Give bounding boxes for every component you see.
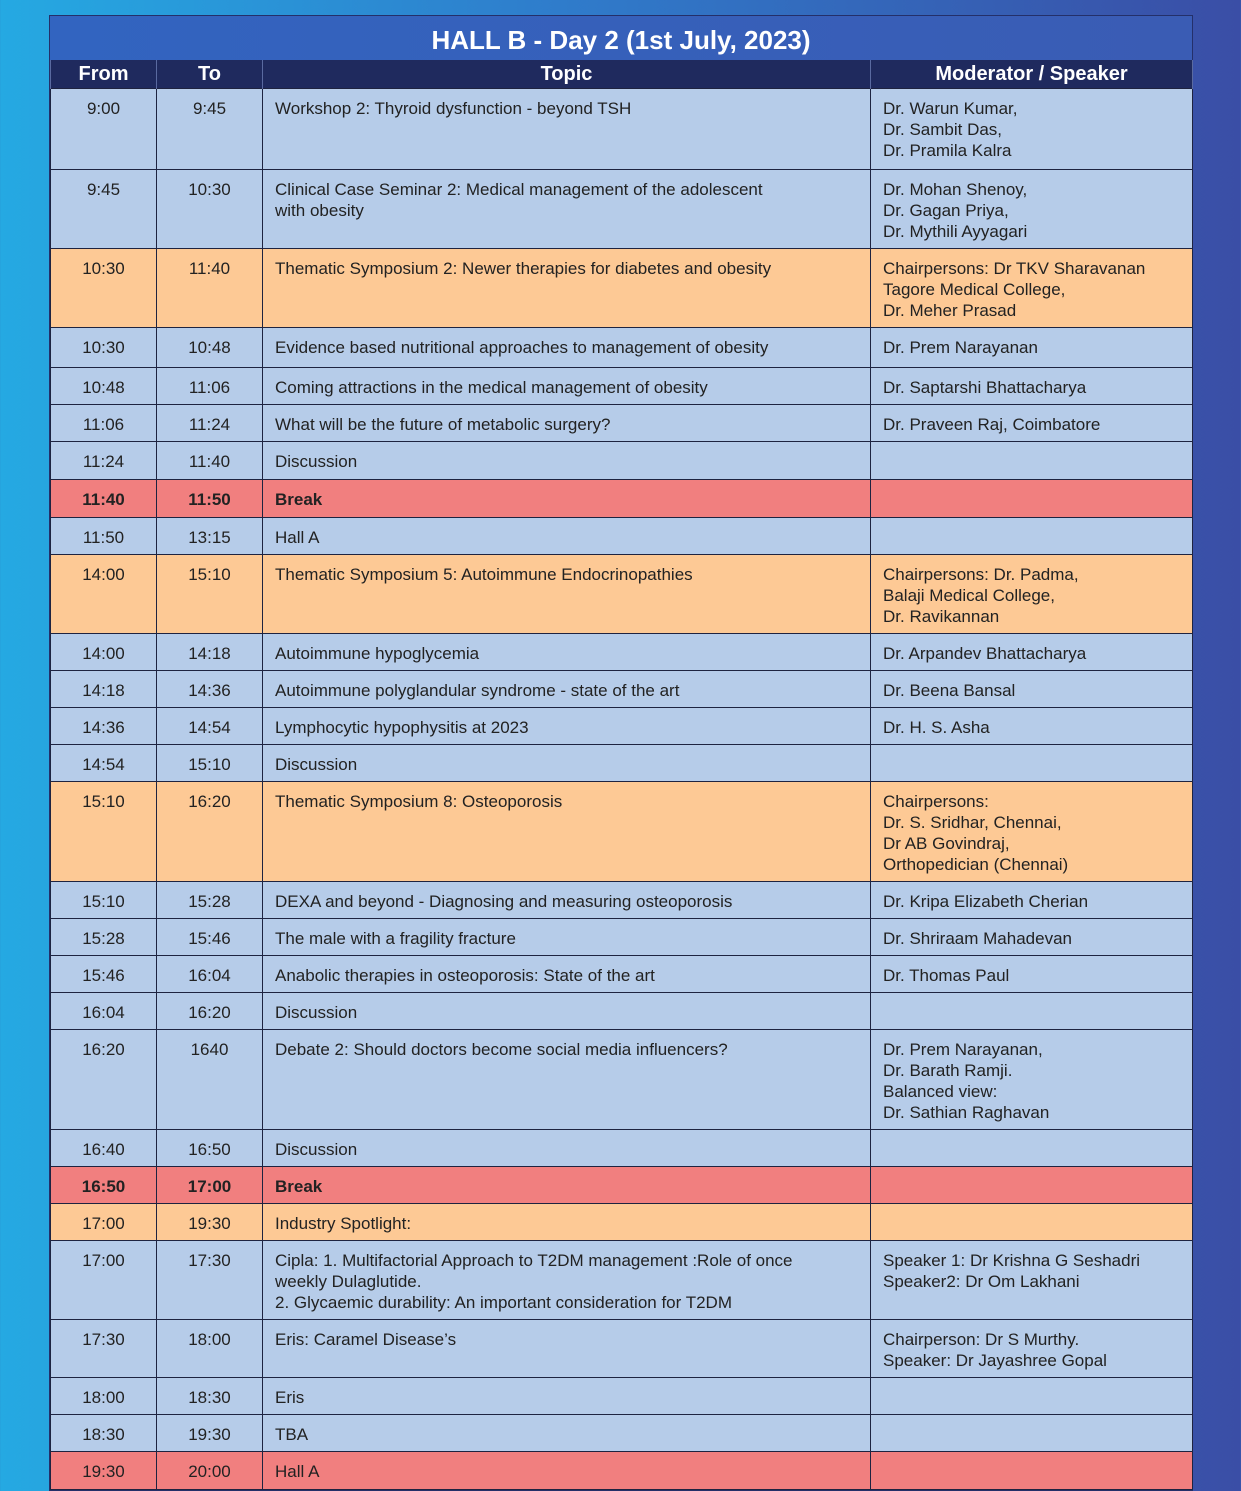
cell-to: 11:40 (157, 249, 263, 328)
table-row (51, 993, 1193, 1030)
cell-from: 16:50 (51, 1167, 157, 1204)
table-row (51, 956, 1193, 993)
cell-from: 16:04 (51, 993, 157, 1030)
cell-speaker: Dr. Prem Narayanan, Dr. Barath Ramji. Balanced view: Dr. Sathian Raghavan (871, 1030, 1193, 1130)
cell-speaker (871, 1415, 1193, 1452)
cell-topic: Evidence based nutritional approaches to management of obesity (263, 328, 871, 368)
header-row (51, 60, 1193, 89)
cell-speaker: Chairpersons: Dr TKV Sharavanan Tagore Medical College, Dr. Meher Prasad (871, 249, 1193, 328)
table-row (51, 170, 1193, 249)
cell-from: 9:45 (51, 170, 157, 249)
cell-from: 17:00 (51, 1204, 157, 1241)
cell-to: 14:36 (157, 671, 263, 708)
cell-from: 19:30 (51, 1452, 157, 1490)
cell-speaker: Dr. Prem Narayanan (871, 328, 1193, 368)
cell-from: 15:10 (51, 882, 157, 919)
cell-speaker (871, 1204, 1193, 1241)
cell-from: 14:54 (51, 745, 157, 782)
cell-speaker (871, 480, 1193, 518)
cell-topic: Clinical Case Seminar 2: Medical management of the adolescent with obesity (263, 170, 871, 249)
cell-from: 14:36 (51, 708, 157, 745)
cell-speaker: Dr. Kripa Elizabeth Cherian (871, 882, 1193, 919)
cell-to: 19:30 (157, 1415, 263, 1452)
table-row (51, 634, 1193, 671)
cell-topic: Discussion (263, 745, 871, 782)
cell-to: 16:20 (157, 782, 263, 882)
cell-from: 18:30 (51, 1415, 157, 1452)
cell-topic: Hall A (263, 1452, 871, 1490)
cell-topic: DEXA and beyond - Diagnosing and measuring osteoporosis (263, 882, 871, 919)
cell-from: 18:00 (51, 1378, 157, 1415)
cell-speaker: Chairpersons: Dr. S. Sridhar, Chennai, Dr AB Govindraj, Orthopedician (Chennai) (871, 782, 1193, 882)
table-row (51, 919, 1193, 956)
cell-from: 16:20 (51, 1030, 157, 1130)
cell-to: 10:30 (157, 170, 263, 249)
table-row (51, 328, 1193, 368)
cell-to: 18:00 (157, 1320, 263, 1378)
cell-topic: Break (263, 1167, 871, 1204)
table-row (51, 518, 1193, 555)
cell-from: 15:10 (51, 782, 157, 882)
cell-from: 10:30 (51, 328, 157, 368)
cell-to: 15:10 (157, 555, 263, 634)
cell-topic: Debate 2: Should doctors become social media influencers? (263, 1030, 871, 1130)
cell-speaker (871, 1452, 1193, 1490)
cell-to: 1640 (157, 1030, 263, 1130)
table-row (51, 745, 1193, 782)
cell-speaker: Chairpersons: Dr. Padma, Balaji Medical College, Dr. Ravikannan (871, 555, 1193, 634)
cell-topic: Autoimmune hypoglycemia (263, 634, 871, 671)
table-row (51, 1204, 1193, 1241)
cell-to: 11:24 (157, 405, 263, 442)
cell-from: 14:00 (51, 555, 157, 634)
cell-topic: Autoimmune polyglandular syndrome - state of the art (263, 671, 871, 708)
cell-speaker: Dr. Thomas Paul (871, 956, 1193, 993)
cell-speaker: Dr. Mohan Shenoy, Dr. Gagan Priya, Dr. Mythili Ayyagari (871, 170, 1193, 249)
cell-to: 11:50 (157, 480, 263, 518)
cell-topic: Thematic Symposium 2: Newer therapies for diabetes and obesity (263, 249, 871, 328)
table-row (51, 249, 1193, 328)
cell-from: 17:00 (51, 1241, 157, 1320)
table-row (51, 1378, 1193, 1415)
cell-speaker: Dr. H. S. Asha (871, 708, 1193, 745)
cell-from: 15:28 (51, 919, 157, 956)
cell-to: 18:30 (157, 1378, 263, 1415)
cell-to: 15:10 (157, 745, 263, 782)
cell-speaker: Chairperson: Dr S Murthy. Speaker: Dr Jayashree Gopal (871, 1320, 1193, 1378)
cell-to: 15:46 (157, 919, 263, 956)
page-title: HALL B - Day 2 (1st July, 2023) (50, 16, 1192, 60)
cell-to: 14:54 (157, 708, 263, 745)
cell-from: 10:48 (51, 368, 157, 405)
table-row (51, 442, 1193, 480)
cell-from: 14:18 (51, 671, 157, 708)
table-row (51, 1452, 1193, 1490)
table-row (51, 1130, 1193, 1167)
cell-to: 20:00 (157, 1452, 263, 1490)
header-to: To (157, 60, 263, 89)
cell-from: 11:50 (51, 518, 157, 555)
cell-speaker (871, 1130, 1193, 1167)
cell-to: 15:28 (157, 882, 263, 919)
cell-from: 11:24 (51, 442, 157, 480)
table-row (51, 480, 1193, 518)
cell-to: 11:06 (157, 368, 263, 405)
cell-topic: Thematic Symposium 8: Osteoporosis (263, 782, 871, 882)
table-row (51, 708, 1193, 745)
table-row (51, 405, 1193, 442)
cell-to: 10:48 (157, 328, 263, 368)
cell-speaker: Dr. Arpandev Bhattacharya (871, 634, 1193, 671)
header-topic: Topic (263, 60, 871, 89)
cell-to: 14:18 (157, 634, 263, 671)
cell-topic: Anabolic therapies in osteoporosis: State of the art (263, 956, 871, 993)
cell-topic: Eris (263, 1378, 871, 1415)
cell-from: 15:46 (51, 956, 157, 993)
cell-to: 16:50 (157, 1130, 263, 1167)
table-row (51, 1241, 1193, 1320)
cell-topic: Coming attractions in the medical management of obesity (263, 368, 871, 405)
header-from: From (51, 60, 157, 89)
table-row (51, 671, 1193, 708)
cell-speaker: Dr. Beena Bansal (871, 671, 1193, 708)
cell-from: 17:30 (51, 1320, 157, 1378)
table-row (51, 1415, 1193, 1452)
cell-topic: Discussion (263, 1130, 871, 1167)
cell-topic: The male with a fragility fracture (263, 919, 871, 956)
cell-topic: Thematic Symposium 5: Autoimmune Endocrinopathies (263, 555, 871, 634)
cell-speaker: Dr. Saptarshi Bhattacharya (871, 368, 1193, 405)
cell-topic: TBA (263, 1415, 871, 1452)
cell-topic: Hall A (263, 518, 871, 555)
cell-speaker (871, 518, 1193, 555)
cell-speaker: Dr. Praveen Raj, Coimbatore (871, 405, 1193, 442)
schedule-table (50, 60, 1193, 1490)
cell-topic: Eris: Caramel Disease’s (263, 1320, 871, 1378)
cell-speaker (871, 442, 1193, 480)
schedule-sheet (49, 15, 1193, 1491)
table-row (51, 89, 1193, 170)
cell-speaker: Dr. Warun Kumar, Dr. Sambit Das, Dr. Pramila Kalra (871, 89, 1193, 170)
schedule-body (51, 89, 1193, 1490)
cell-topic: Break (263, 480, 871, 518)
cell-speaker (871, 1167, 1193, 1204)
table-row (51, 1167, 1193, 1204)
cell-topic: What will be the future of metabolic surgery? (263, 405, 871, 442)
table-row (51, 882, 1193, 919)
cell-topic: Discussion (263, 442, 871, 480)
cell-speaker (871, 993, 1193, 1030)
cell-to: 13:15 (157, 518, 263, 555)
table-row (51, 1030, 1193, 1130)
cell-to: 11:40 (157, 442, 263, 480)
cell-to: 16:04 (157, 956, 263, 993)
cell-to: 16:20 (157, 993, 263, 1030)
cell-to: 17:30 (157, 1241, 263, 1320)
table-row (51, 1320, 1193, 1378)
cell-topic: Discussion (263, 993, 871, 1030)
cell-from: 11:06 (51, 405, 157, 442)
cell-from: 16:40 (51, 1130, 157, 1167)
cell-to: 19:30 (157, 1204, 263, 1241)
table-row (51, 782, 1193, 882)
cell-from: 14:00 (51, 634, 157, 671)
cell-topic: Cipla: 1. Multifactorial Approach to T2DM management :Role of once weekly Dulaglutide. 2. Glycaemic durability: An important consideration for T2DM (263, 1241, 871, 1320)
cell-speaker: Speaker 1: Dr Krishna G Seshadri Speaker2: Dr Om Lakhani (871, 1241, 1193, 1320)
table-row (51, 368, 1193, 405)
table-row (51, 555, 1193, 634)
cell-from: 11:40 (51, 480, 157, 518)
cell-from: 9:00 (51, 89, 157, 170)
cell-to: 9:45 (157, 89, 263, 170)
cell-topic: Workshop 2: Thyroid dysfunction - beyond TSH (263, 89, 871, 170)
cell-topic: Industry Spotlight: (263, 1204, 871, 1241)
cell-topic: Lymphocytic hypophysitis at 2023 (263, 708, 871, 745)
cell-speaker (871, 745, 1193, 782)
cell-to: 17:00 (157, 1167, 263, 1204)
cell-from: 10:30 (51, 249, 157, 328)
header-speaker: Moderator / Speaker (871, 60, 1193, 89)
cell-speaker: Dr. Shriraam Mahadevan (871, 919, 1193, 956)
cell-speaker (871, 1378, 1193, 1415)
